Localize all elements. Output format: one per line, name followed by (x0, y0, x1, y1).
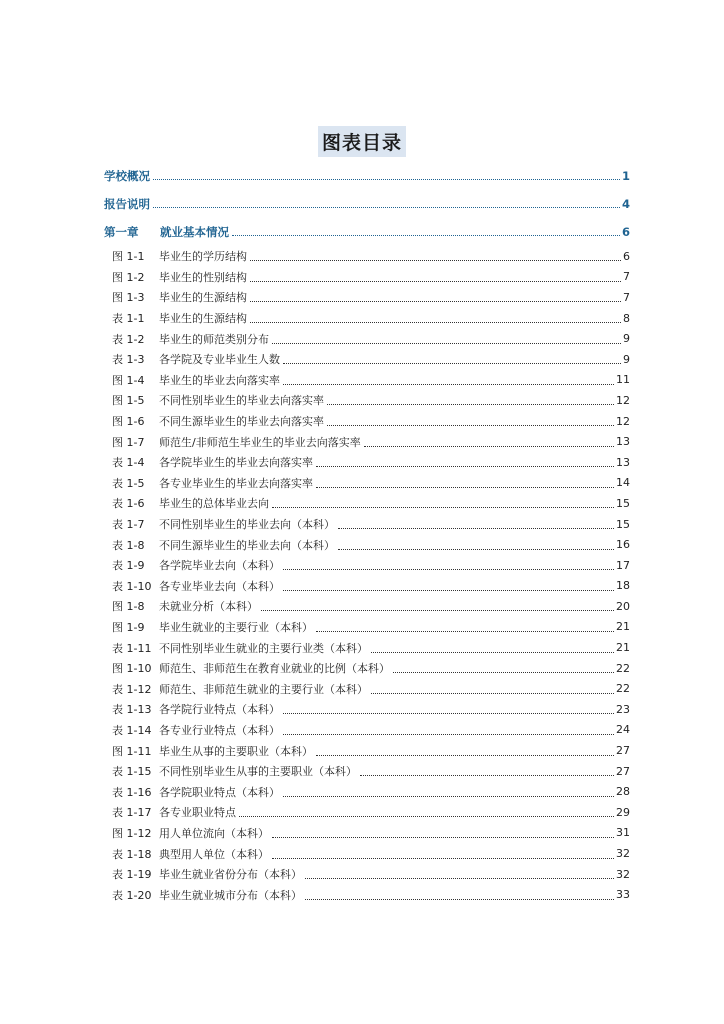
toc-entry-title: 各专业行业特点（本科） (159, 723, 280, 737)
toc-entry-title: 毕业生从事的主要职业（本科） (159, 744, 313, 758)
toc-entry-code: 图 1-10 (112, 662, 152, 676)
toc-entry-code: 表 1-10 (112, 579, 152, 593)
toc-page-number: 22 (616, 661, 630, 675)
toc-entry[interactable] (104, 781, 630, 802)
dot-leader (272, 857, 614, 859)
toc-entry-label (112, 640, 371, 656)
toc-entry-code: 表 1-4 (112, 456, 145, 470)
toc-entry-label (112, 866, 305, 882)
toc-entry-title: 各学院及专业毕业生人数 (159, 353, 280, 367)
toc-entry-title: 各专业职业特点 (159, 806, 236, 820)
toc-page-number: 21 (616, 641, 630, 655)
toc-entry[interactable] (104, 349, 630, 370)
toc-entry-label (112, 310, 250, 326)
toc-entry-label (112, 701, 283, 717)
toc-entry[interactable] (104, 720, 630, 741)
toc-entry-title: 毕业生的生源结构 (159, 312, 247, 326)
toc-entry-code: 表 1-2 (112, 332, 145, 346)
toc-entry-code: 表 1-8 (112, 538, 145, 552)
toc-entry-code: 表 1-12 (112, 682, 152, 696)
toc-page-number: 18 (616, 579, 630, 593)
dot-leader (283, 362, 621, 364)
toc-entry-label (112, 846, 272, 862)
dot-leader (272, 836, 614, 838)
dot-leader (364, 445, 614, 447)
toc-page-number: 12 (616, 414, 630, 428)
toc-entry[interactable] (104, 740, 630, 761)
toc-entry-code: 图 1-11 (112, 744, 152, 758)
dot-leader (250, 300, 621, 302)
toc-page-number: 9 (623, 352, 630, 366)
toc-entry-code: 图 1-3 (112, 291, 145, 305)
toc-page-number: 27 (616, 764, 630, 778)
toc-entry[interactable] (104, 843, 630, 864)
dot-leader (250, 259, 621, 261)
toc-entry-label (112, 743, 316, 759)
toc-entry-title: 各专业毕业生的毕业去向落实率 (159, 476, 313, 490)
toc-entry[interactable] (104, 246, 630, 267)
dot-leader (250, 321, 621, 323)
toc-entry[interactable] (104, 555, 630, 576)
toc-entry[interactable] (104, 267, 630, 288)
toc-entry-label (112, 887, 305, 903)
dot-leader (327, 424, 614, 426)
title-wrap (0, 126, 724, 157)
toc-entry-code: 图 1-6 (112, 415, 145, 429)
toc-page-number: 12 (616, 393, 630, 407)
toc-page-number: 13 (616, 455, 630, 469)
toc-entry-title: 毕业生的学历结构 (159, 250, 247, 264)
dot-leader (305, 898, 614, 900)
toc-entry-code: 表 1-9 (112, 559, 145, 573)
toc-entry-code: 图 1-8 (112, 600, 145, 614)
toc-entry[interactable] (104, 802, 630, 823)
toc-entry[interactable] (104, 514, 630, 535)
toc-entry[interactable] (104, 576, 630, 597)
table-of-contents (104, 162, 630, 905)
toc-entry-title: 典型用人单位（本科） (159, 847, 269, 861)
toc-entry[interactable] (104, 637, 630, 658)
toc-entry[interactable] (104, 411, 630, 432)
toc-entry[interactable] (104, 473, 630, 494)
toc-entry-label (112, 248, 250, 264)
dot-leader (283, 712, 614, 714)
toc-entry[interactable] (104, 308, 630, 329)
toc-entry-title: 师范生/非师范生毕业生的毕业去向落实率 (159, 435, 361, 449)
toc-page-number: 20 (616, 599, 630, 613)
dot-leader (283, 568, 614, 570)
toc-entry[interactable] (104, 884, 630, 905)
toc-entry[interactable] (104, 370, 630, 391)
toc-entry-code: 表 1-18 (112, 847, 152, 861)
toc-section-label: 学校概况 (104, 169, 150, 183)
toc-entry-label (112, 619, 316, 635)
toc-page-number: 29 (616, 805, 630, 819)
dot-leader (360, 774, 614, 776)
toc-page-number: 7 (623, 290, 630, 304)
toc-page-number: 32 (616, 867, 630, 881)
toc-entry-code: 图 1-7 (112, 435, 145, 449)
toc-entry-title: 不同性别毕业生的毕业去向落实率 (159, 394, 324, 408)
dot-leader (338, 527, 614, 529)
toc-entry-label (112, 537, 338, 553)
toc-page-number: 31 (616, 826, 630, 840)
toc-entry-label (112, 681, 371, 697)
toc-entry-title: 用人单位流向（本科） (159, 826, 269, 840)
toc-entry-code: 表 1-15 (112, 765, 152, 779)
toc-entry-label (112, 763, 360, 779)
dot-leader (283, 589, 614, 591)
toc-entry-label (112, 660, 393, 676)
toc-entry-title: 毕业生就业省份分布（本科） (159, 868, 302, 882)
toc-entry-code: 图 1-1 (112, 250, 145, 264)
toc-entry-code: 图 1-5 (112, 394, 145, 408)
toc-entry-label (112, 578, 283, 594)
toc-section-report-notes[interactable] (104, 190, 630, 218)
toc-entry-title: 未就业分析（本科） (159, 600, 258, 614)
dot-leader (261, 609, 614, 611)
toc-entry-label (112, 598, 261, 614)
toc-page-number: 33 (616, 888, 630, 902)
toc-page-number: 32 (616, 847, 630, 861)
dot-leader (316, 465, 614, 467)
dot-leader (316, 486, 614, 488)
dot-leader (232, 234, 620, 236)
dot-leader (316, 754, 614, 756)
toc-entry-title: 不同生源毕业生的毕业去向落实率 (159, 415, 324, 429)
toc-entry[interactable] (104, 534, 630, 555)
toc-entry-title: 不同生源毕业生的毕业去向（本科） (159, 538, 335, 552)
toc-entry-label (112, 413, 327, 429)
toc-entry-label (112, 331, 272, 347)
dot-leader (305, 877, 614, 879)
toc-entry-label (112, 475, 316, 491)
toc-entry-label (112, 557, 283, 573)
toc-entry-label (112, 454, 316, 470)
toc-page-number: 21 (616, 620, 630, 634)
toc-chapter-title: 就业基本情况 (160, 225, 229, 239)
toc-entry-title: 师范生、非师范生就业的主要行业（本科） (159, 682, 368, 696)
toc-entry[interactable] (104, 493, 630, 514)
dot-leader (153, 206, 620, 208)
dot-leader (283, 383, 614, 385)
toc-entry-code: 表 1-13 (112, 703, 152, 717)
dot-leader (371, 651, 614, 653)
toc-entry[interactable] (104, 761, 630, 782)
dot-leader (272, 342, 621, 344)
toc-entry-label (112, 392, 327, 408)
toc-entry-code: 表 1-7 (112, 518, 145, 532)
toc-entry-code: 表 1-6 (112, 497, 145, 511)
toc-entry-label (112, 351, 283, 367)
toc-entry[interactable] (104, 431, 630, 452)
toc-entry[interactable] (104, 658, 630, 679)
toc-entry-code: 表 1-11 (112, 641, 152, 655)
toc-page-number: 14 (616, 476, 630, 490)
toc-entry-title: 毕业生的性别结构 (159, 270, 247, 284)
toc-entry-label (112, 269, 250, 285)
toc-page-number: 9 (623, 332, 630, 346)
toc-page-number: 11 (616, 373, 630, 387)
toc-page-number: 7 (623, 270, 630, 284)
toc-entry-code: 表 1-3 (112, 353, 145, 367)
toc-entry-title: 毕业生的总体毕业去向 (159, 497, 269, 511)
toc-entry-title: 各学院职业特点（本科） (159, 785, 280, 799)
toc-entry-label (112, 434, 364, 450)
toc-entry[interactable] (104, 596, 630, 617)
toc-page-number: 17 (616, 558, 630, 572)
toc-page-number: 16 (616, 538, 630, 552)
toc-entry-title: 各专业毕业去向（本科） (159, 579, 280, 593)
toc-entry-label (112, 804, 239, 820)
toc-page-number: 6 (623, 249, 630, 263)
toc-entry-title: 毕业生的师范类别分布 (159, 332, 269, 346)
toc-entry-code: 图 1-12 (112, 826, 152, 840)
toc-entry[interactable] (104, 864, 630, 885)
toc-chapter-label-wrap (104, 224, 232, 240)
toc-entry-code: 表 1-1 (112, 312, 145, 326)
toc-chapter-number: 第一章 (104, 225, 139, 239)
toc-entry-title: 各学院毕业去向（本科） (159, 559, 280, 573)
toc-entry-title: 毕业生就业城市分布（本科） (159, 888, 302, 902)
toc-page-number: 24 (616, 723, 630, 737)
dot-leader (316, 630, 614, 632)
toc-entry[interactable] (104, 328, 630, 349)
toc-page-number: 13 (616, 435, 630, 449)
dot-leader (283, 795, 614, 797)
toc-entry-title: 师范生、非师范生在教育业就业的比例（本科） (159, 662, 390, 676)
toc-entry-code: 图 1-4 (112, 373, 145, 387)
toc-entry-title: 毕业生就业的主要行业（本科） (159, 620, 313, 634)
toc-section-school-overview[interactable] (104, 162, 630, 190)
dot-leader (153, 178, 620, 180)
toc-entry-code: 表 1-5 (112, 476, 145, 490)
dot-leader (272, 506, 614, 508)
toc-page-number: 27 (616, 744, 630, 758)
dot-leader (283, 733, 614, 735)
toc-chapter-1[interactable] (104, 218, 630, 246)
dot-leader (393, 671, 614, 673)
toc-entry-title: 毕业生的毕业去向落实率 (159, 373, 280, 387)
toc-page-number: 8 (623, 311, 630, 325)
toc-entry[interactable] (104, 617, 630, 638)
toc-entries (104, 246, 630, 905)
toc-entry[interactable] (104, 699, 630, 720)
toc-entry[interactable] (104, 452, 630, 473)
dot-leader (250, 280, 621, 282)
toc-page-number: 23 (616, 702, 630, 716)
toc-entry-label (112, 372, 283, 388)
toc-entry-code: 图 1-9 (112, 620, 145, 634)
toc-page-number: 4 (621, 197, 630, 211)
toc-page-number: 15 (616, 517, 630, 531)
toc-entry-label (112, 784, 283, 800)
toc-entry-title: 毕业生的生源结构 (159, 291, 247, 305)
page-title: 图表目录 (318, 126, 406, 157)
toc-section-label: 报告说明 (104, 197, 150, 211)
toc-entry-title: 不同性别毕业生就业的主要行业类（本科） (159, 641, 368, 655)
toc-entry-code: 表 1-14 (112, 723, 152, 737)
dot-leader (371, 692, 614, 694)
toc-entry[interactable] (104, 823, 630, 844)
toc-page-number: 15 (616, 496, 630, 510)
toc-entry[interactable] (104, 678, 630, 699)
toc-page-number: 6 (621, 225, 630, 239)
toc-entry-code: 图 1-2 (112, 270, 145, 284)
toc-page-number: 22 (616, 682, 630, 696)
dot-leader (338, 548, 614, 550)
toc-entry-title: 各学院毕业生的毕业去向落实率 (159, 456, 313, 470)
toc-entry[interactable] (104, 390, 630, 411)
toc-entry-label (112, 516, 338, 532)
toc-entry-label (112, 825, 272, 841)
toc-entry-title: 各学院行业特点（本科） (159, 703, 280, 717)
toc-entry-code: 表 1-20 (112, 888, 152, 902)
toc-entry-code: 表 1-17 (112, 806, 152, 820)
toc-entry-label (112, 722, 283, 738)
toc-entry-label (112, 289, 250, 305)
dot-leader (327, 403, 614, 405)
toc-entry-code: 表 1-19 (112, 868, 152, 882)
toc-page-number: 1 (621, 169, 630, 183)
toc-entry-code: 表 1-16 (112, 785, 152, 799)
toc-entry-label (112, 495, 272, 511)
toc-entry[interactable] (104, 287, 630, 308)
toc-entry-title: 不同性别毕业生的毕业去向（本科） (159, 518, 335, 532)
dot-leader (239, 815, 614, 817)
toc-entry-title: 不同性别毕业生从事的主要职业（本科） (159, 765, 357, 779)
toc-page-number: 28 (616, 785, 630, 799)
